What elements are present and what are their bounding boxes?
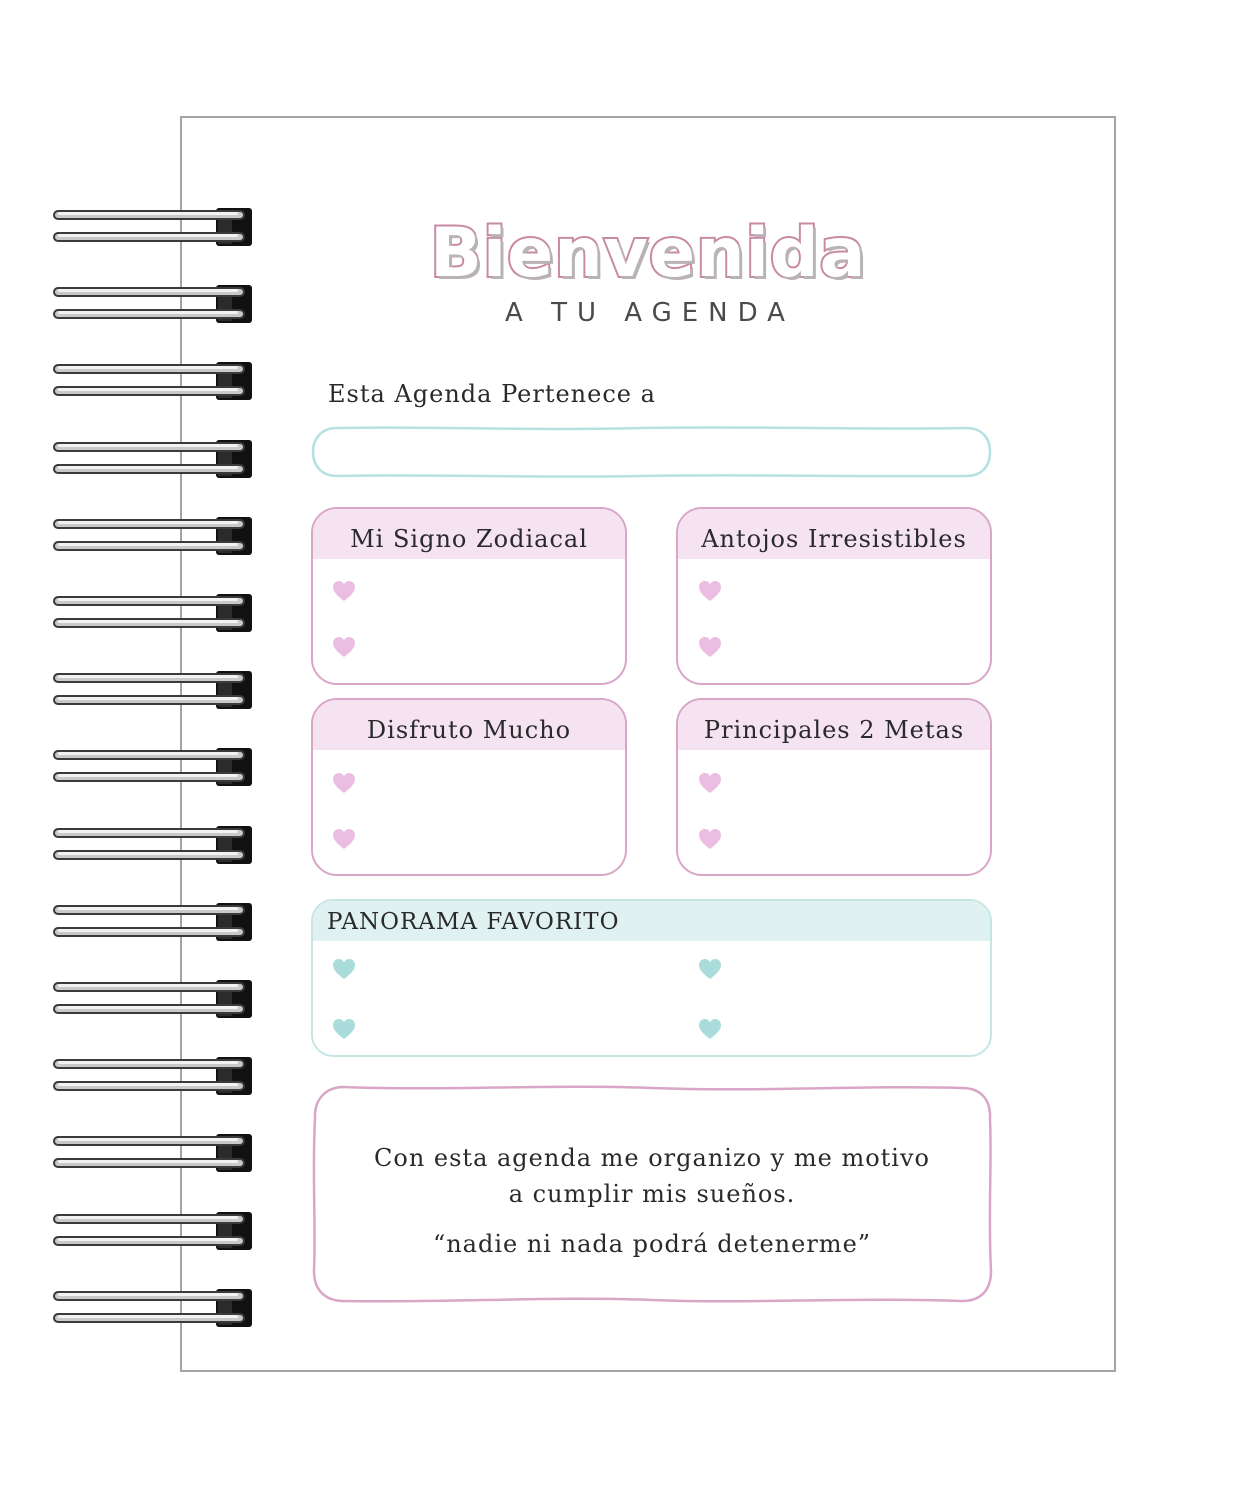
spiral-ring-icon <box>50 746 260 790</box>
quote-line-3: “nadie ni nada podrá detenerme” <box>432 1230 872 1258</box>
spiral-ring-icon <box>50 592 260 636</box>
favorite-outing-title: PANORAMA FAVORITO <box>313 901 990 941</box>
spiral-ring-icon <box>50 1210 260 1254</box>
motivational-quote <box>310 1140 994 1262</box>
spiral-ring-icon <box>50 901 260 945</box>
heart-icon <box>332 1018 356 1040</box>
spiral-ring-icon <box>50 824 260 868</box>
quote-line-1: Con esta agenda me organizo y me motivo <box>374 1144 930 1172</box>
heart-icon <box>332 958 356 980</box>
owner-name-field[interactable] <box>311 425 992 479</box>
heart-icon <box>698 1018 722 1040</box>
quote-line-2: a cumplir mis sueños. <box>508 1180 796 1208</box>
goals-title: Principales 2 Metas <box>678 700 990 750</box>
spiral-ring-icon <box>50 206 260 250</box>
cravings-title: Antojos Irresistibles <box>678 509 990 559</box>
zodiac-sign-title: Mi Signo Zodiacal <box>313 509 625 559</box>
spiral-ring-icon <box>50 978 260 1022</box>
favorite-outing-box <box>311 899 992 1057</box>
spiral-ring-icon <box>50 438 260 482</box>
page-title: Bienvenida <box>430 214 867 293</box>
cravings-box <box>676 507 992 685</box>
spiral-ring-icon <box>50 1055 260 1099</box>
page-subtitle: A TU AGENDA <box>505 298 795 328</box>
spiral-ring-icon <box>50 669 260 713</box>
spiral-ring-icon <box>50 1132 260 1176</box>
spiral-ring-icon <box>50 1287 260 1331</box>
heart-icon <box>698 772 722 794</box>
heart-icon <box>332 636 356 658</box>
owner-label: Esta Agenda Pertenece a <box>328 380 656 408</box>
heart-icon <box>332 580 356 602</box>
spiral-ring-icon <box>50 283 260 327</box>
zodiac-sign-box <box>311 507 627 685</box>
enjoy-box <box>311 698 627 876</box>
enjoy-title: Disfruto Mucho <box>313 700 625 750</box>
spiral-ring-icon <box>50 515 260 559</box>
heart-icon <box>332 828 356 850</box>
heart-icon <box>332 772 356 794</box>
goals-box <box>676 698 992 876</box>
heart-icon <box>698 828 722 850</box>
heart-icon <box>698 958 722 980</box>
heart-icon <box>698 636 722 658</box>
heart-icon <box>698 580 722 602</box>
spiral-ring-icon <box>50 360 260 404</box>
